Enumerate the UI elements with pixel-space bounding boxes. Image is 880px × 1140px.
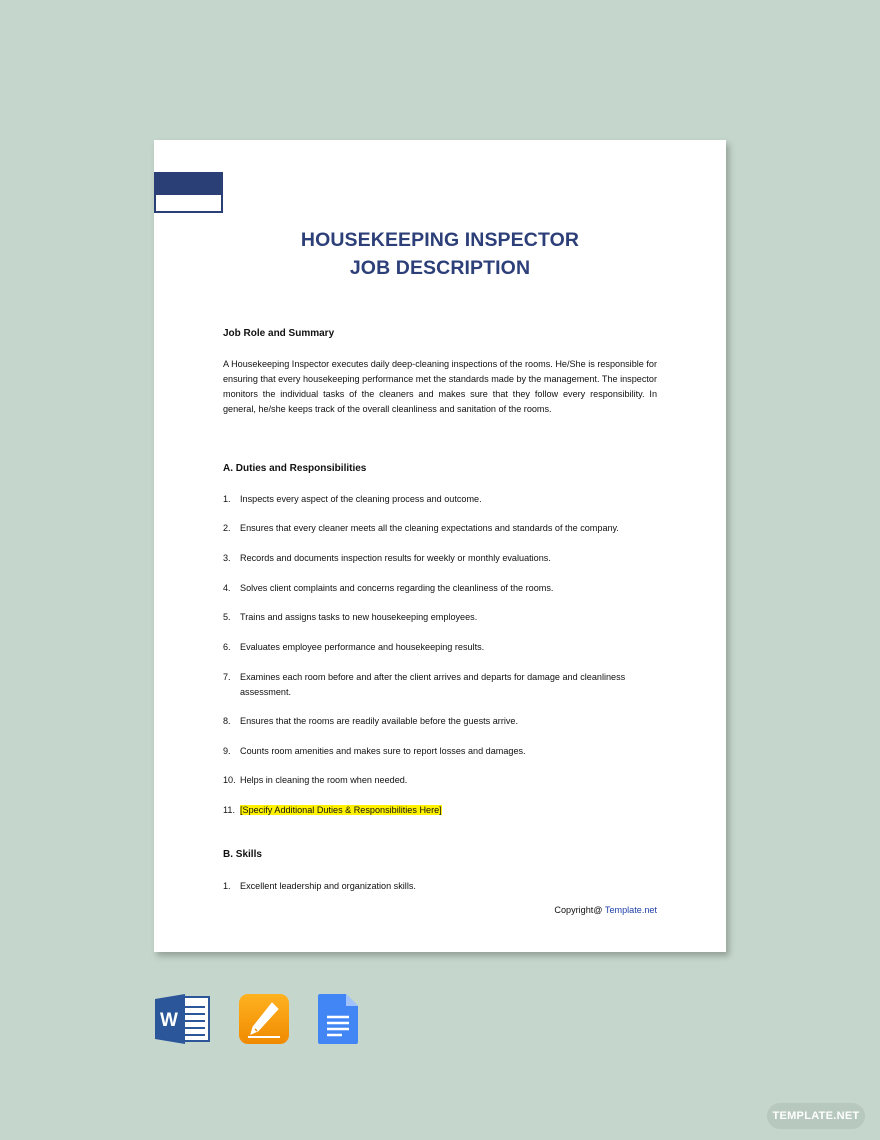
summary-heading: Job Role and Summary	[223, 328, 335, 339]
app-icons-row	[155, 993, 375, 1045]
pages-icon[interactable]	[238, 993, 290, 1050]
document-title	[154, 226, 726, 282]
summary-paragraph: A Housekeeping Inspector executes daily deep-cleaning inspections of the rooms. He/She is responsible for ensuring that every housekeeping performance met the standards made by the management. The inspector monitors the individual tasks of the cleaners and makes sure that they follow every responsibility. In general, he/she keeps track of the overall cleanliness and sanitation of the rooms.	[223, 359, 657, 414]
template-net-watermark: TEMPLATE.NET	[767, 1103, 865, 1129]
duties-heading: A. Duties and Responsibilities	[223, 463, 367, 474]
word-icon[interactable]	[155, 993, 211, 1050]
google-docs-icon[interactable]	[317, 993, 359, 1050]
svg-text:W: W	[160, 1010, 178, 1031]
skills-heading: B. Skills	[223, 849, 262, 860]
highlighted-placeholder: [Specify Additional Duties & Responsibilities Here]	[240, 805, 442, 815]
title-line-2: JOB DESCRIPTION	[349, 257, 531, 279]
header-tab-decoration	[154, 172, 223, 213]
title-line-1: HOUSEKEEPING INSPECTOR	[300, 229, 580, 251]
document-page: HOUSEKEEPING INSPECTOR JOB DESCRIPTION Job Role and Summary A Housekeeping Inspector executes daily deep-cleaning inspections of the rooms. He/She is responsible for ensuring that every housekeeping performance met the standards made by the management. The inspector monitors the individual tasks of the cleaners and makes sure that they follow every responsibility. In general, he/she keeps track of the overall cleanliness and sanitation of the rooms. A. Duties and Responsibilities 1. Inspects every aspect of the cleaning process and outcome. 2. Ensures that every cleaner meets all the cleaning expectations and standards of the company. 3. Records and documents inspection results for weekly or monthly evaluations. 4. Solves client complaints and concerns regarding the cleanliness of the rooms. 5. Trains and assigns tasks to new housekeeping employees. 6. Evaluates employee performance and housekeeping results. 7. Examines each room before and after the client arrives and departs for damage and cleanliness assessment. 8. Ensures that the rooms are readily available before the guests arrive. 9. Counts room amenities and makes sure to report losses and damages. 10. Helps in cleaning the room when needed. 11. [Specify Additional Duties & Responsibilities Here] B. Skills 1. Excellent leadership and organization skills. Copyright@ Template.net	[154, 140, 726, 952]
template-net-link[interactable]: Template.net	[604, 905, 657, 915]
copyright-notice: Copyright@ Template.net	[554, 905, 657, 915]
